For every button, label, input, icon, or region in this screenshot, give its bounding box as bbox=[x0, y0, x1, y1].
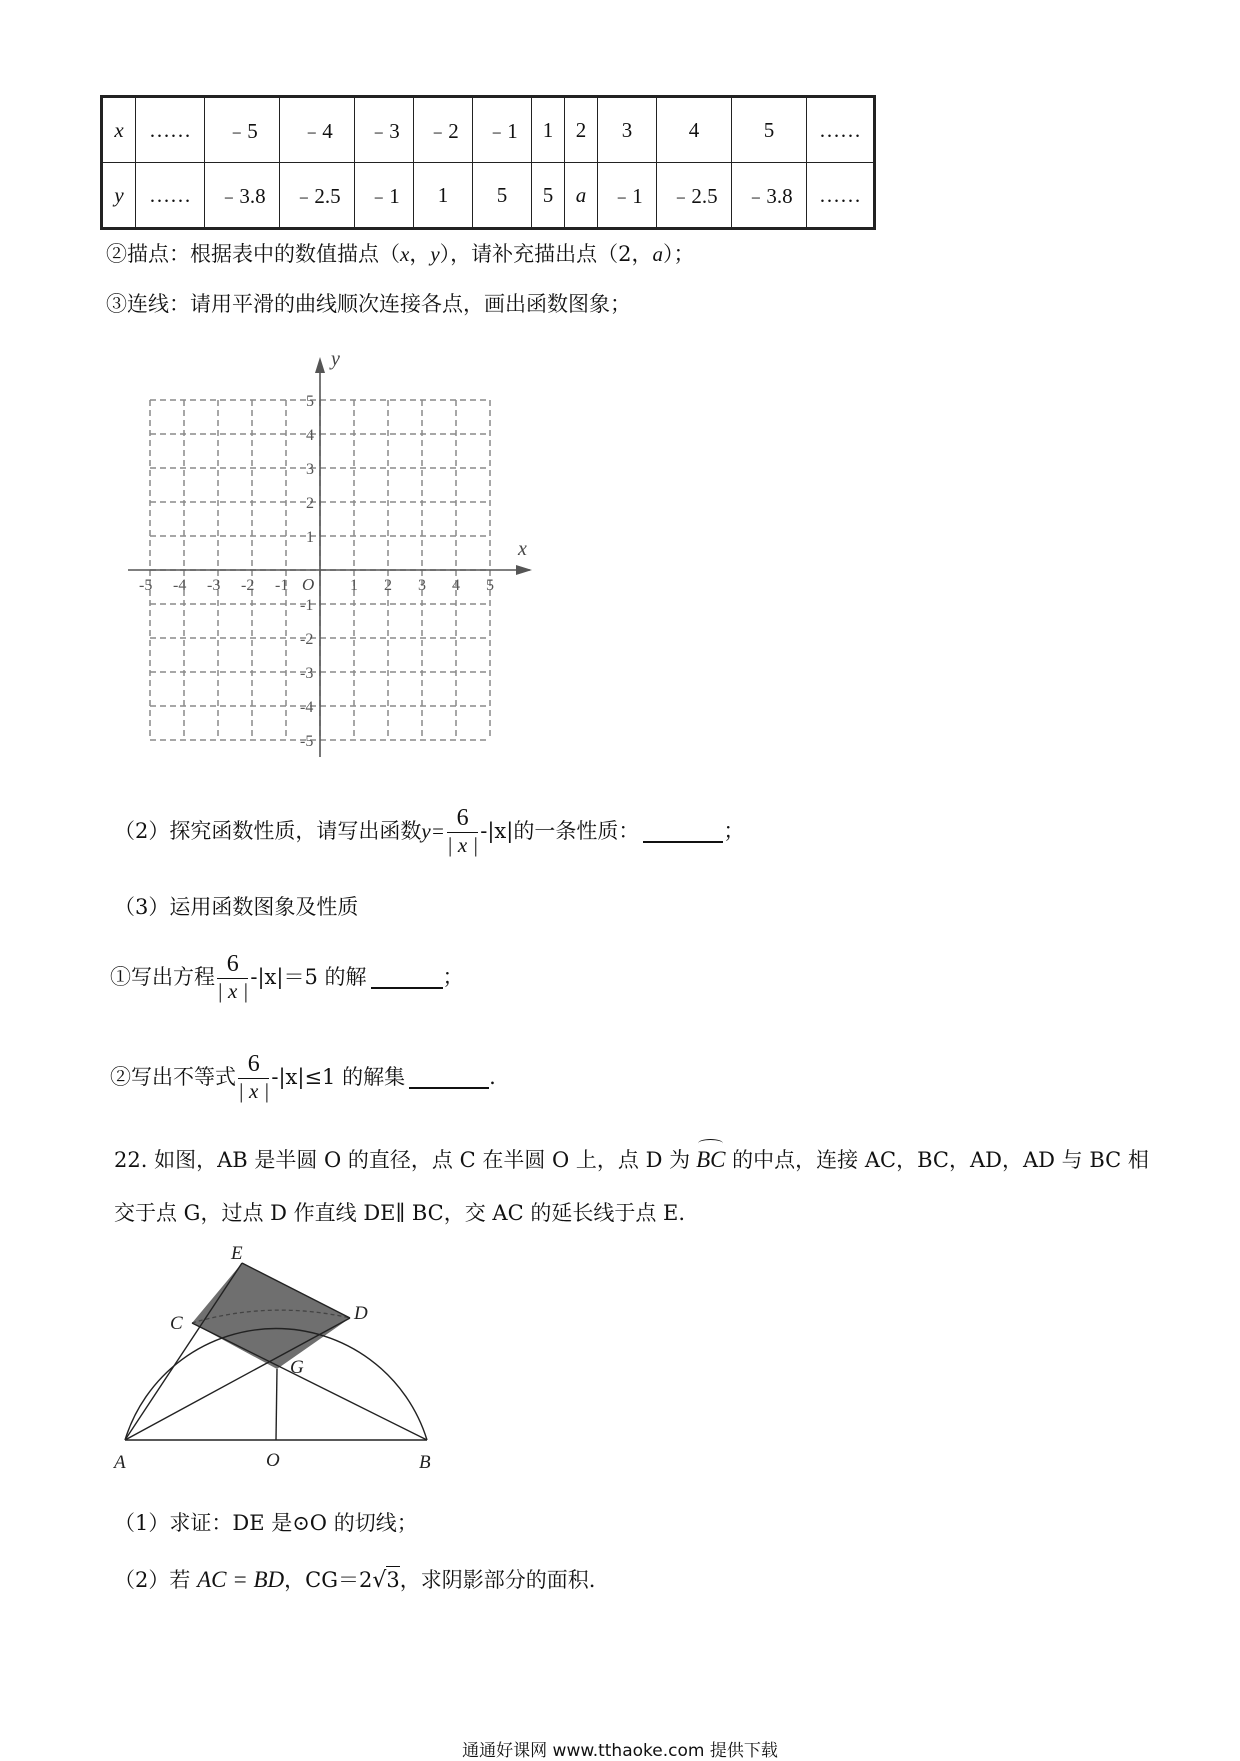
value-table bbox=[100, 95, 876, 230]
p22-2-prefix: （2）若 bbox=[114, 1568, 191, 1592]
answer-blank[interactable] bbox=[371, 965, 443, 989]
p22-line1b-text: 的中点，连接 AC，BC，AD，AD 与 BC 相 bbox=[725, 1148, 1149, 1172]
x-tick-label: 3 bbox=[418, 577, 426, 594]
q2-text bbox=[114, 806, 744, 856]
fraction-numerator: 6 bbox=[217, 952, 248, 979]
y-tick-label: -2 bbox=[300, 631, 314, 648]
y-axis-label: y bbox=[331, 348, 340, 370]
x-tick-label: 2 bbox=[384, 577, 392, 594]
fraction-denominator: | x | bbox=[446, 833, 479, 857]
x-tick-label: 4 bbox=[452, 577, 460, 594]
table-cell: ﹣2.5 bbox=[280, 163, 355, 229]
table-cell: ﹣1 bbox=[598, 163, 657, 229]
table-cell: …… bbox=[136, 163, 205, 229]
table-cell: ﹣3.8 bbox=[205, 163, 280, 229]
x-tick-label: -3 bbox=[207, 577, 221, 594]
table-cell: 2 bbox=[565, 97, 598, 163]
x-axis-arrow-icon bbox=[516, 565, 532, 575]
p22-line1-text: 22. 如图，AB 是半圆 O 的直径，点 C 在半圆 O 上，点 D 为 bbox=[114, 1148, 691, 1172]
table-cell: ﹣4 bbox=[280, 97, 355, 163]
fraction-numerator: 6 bbox=[447, 806, 478, 833]
x-tick-label: -5 bbox=[139, 577, 153, 594]
table-cell: 5 bbox=[532, 163, 565, 229]
sqrt-radicand: 3 bbox=[386, 1568, 400, 1592]
q2-end: ； bbox=[723, 818, 745, 843]
step2-mid: ），请补充描出点（2， bbox=[439, 242, 653, 266]
table-cell: y bbox=[102, 163, 136, 229]
p22-2-eq: AC = BD bbox=[197, 1567, 285, 1592]
table-cell: …… bbox=[807, 97, 875, 163]
y-axis-arrow-icon bbox=[315, 357, 325, 373]
q2-prefix: （2）探究函数性质，请写出函数 bbox=[114, 818, 422, 843]
step2-suffix: ）； bbox=[663, 242, 695, 266]
label-a: A bbox=[114, 1452, 126, 1473]
sqrt-icon: √ bbox=[372, 1568, 387, 1593]
table-cell: …… bbox=[807, 163, 875, 229]
q3-1-prefix: ①写出方程 bbox=[110, 964, 215, 989]
p22-2-text bbox=[114, 1568, 595, 1592]
arc-mark-icon bbox=[698, 1139, 723, 1148]
label-e: E bbox=[231, 1245, 243, 1264]
label-g: G bbox=[290, 1357, 304, 1378]
table-row-y bbox=[102, 163, 875, 229]
table-cell: ﹣2 bbox=[414, 97, 473, 163]
table-cell: 1 bbox=[414, 163, 473, 229]
table-cell: 1 bbox=[532, 97, 565, 163]
segment-og bbox=[276, 1369, 277, 1440]
q3-title: （3）运用函数图象及性质 bbox=[114, 895, 359, 919]
step2-y: y bbox=[430, 242, 440, 266]
table-cell: ﹣2.5 bbox=[657, 163, 732, 229]
q3-1-tail: -|x|＝5 的解 bbox=[250, 964, 367, 989]
page-footer: 通通好课网 www.tthaoke.com 提供下载 bbox=[462, 1741, 778, 1761]
q3-1-end: ； bbox=[442, 964, 464, 989]
fraction-numerator: 6 bbox=[238, 1052, 269, 1079]
q2-y-eq: y= bbox=[421, 818, 445, 843]
x-axis-label: x bbox=[518, 538, 527, 560]
table-row-x bbox=[102, 97, 875, 163]
x-tick-label: -2 bbox=[241, 577, 255, 594]
y-tick-label: 3 bbox=[306, 461, 314, 478]
x-tick-labels bbox=[139, 577, 494, 594]
table-cell: ﹣1 bbox=[473, 97, 532, 163]
step2-prefix: ②描点：根据表中的数值描点（ bbox=[106, 242, 400, 266]
y-tick-label: -3 bbox=[300, 665, 314, 682]
answer-blank[interactable] bbox=[409, 1065, 489, 1089]
origin-label: O bbox=[302, 575, 315, 594]
table-cell: …… bbox=[136, 97, 205, 163]
label-o: O bbox=[266, 1450, 280, 1471]
fraction-denominator: | x | bbox=[217, 979, 249, 1003]
x-tick-label: -1 bbox=[275, 577, 289, 594]
table-cell: ﹣5 bbox=[205, 97, 280, 163]
q3-1-fraction bbox=[217, 952, 248, 1002]
table-cell: 5 bbox=[732, 97, 807, 163]
q3-2-prefix: ②写出不等式 bbox=[110, 1064, 236, 1089]
y-tick-label: -4 bbox=[300, 699, 314, 716]
table-cell: ﹣1 bbox=[355, 163, 414, 229]
y-tick-label: 1 bbox=[306, 529, 314, 546]
y-tick-label: 5 bbox=[306, 393, 314, 410]
p22-line1 bbox=[114, 1148, 1149, 1172]
x-tick-label: 5 bbox=[486, 577, 494, 594]
x-tick-label: -4 bbox=[173, 577, 187, 594]
p22-2-mid: ，CG＝2 bbox=[284, 1568, 373, 1592]
q2-fraction bbox=[447, 806, 478, 856]
table-cell: 5 bbox=[473, 163, 532, 229]
step2-text bbox=[106, 244, 695, 265]
y-tick-label: 2 bbox=[306, 495, 314, 512]
label-c: C bbox=[170, 1313, 183, 1334]
y-tick-label: 4 bbox=[306, 427, 314, 444]
step2-a: a bbox=[652, 242, 664, 266]
label-d: D bbox=[354, 1303, 368, 1324]
table-cell: ﹣3.8 bbox=[732, 163, 807, 229]
q3-2-fraction bbox=[238, 1052, 269, 1102]
semicircle-figure bbox=[110, 1245, 440, 1480]
segment-ae bbox=[125, 1263, 242, 1440]
y-tick-label: -1 bbox=[300, 597, 314, 614]
answer-blank[interactable] bbox=[643, 819, 723, 843]
label-b: B bbox=[419, 1452, 431, 1473]
q3-2-tail: -|x|≤1 的解集 bbox=[271, 1064, 406, 1089]
y-tick-label: -5 bbox=[300, 733, 314, 750]
table-cell: x bbox=[102, 97, 136, 163]
arc-label: BC bbox=[696, 1147, 726, 1172]
p22-1-text: （1）求证：DE 是⊙O 的切线； bbox=[114, 1511, 418, 1535]
coordinate-grid bbox=[110, 345, 550, 770]
step2-x: x bbox=[400, 242, 410, 266]
step2-comma: ， bbox=[409, 242, 431, 266]
p22-line2: 交于点 G，过点 D 作直线 DE∥ BC，交 AC 的延长线于点 E. bbox=[114, 1201, 686, 1225]
q3-2-end: . bbox=[489, 1064, 496, 1089]
q2-tail: -|x|的一条性质： bbox=[480, 818, 640, 843]
x-tick-label: 1 bbox=[350, 577, 358, 594]
table-cell: a bbox=[565, 163, 598, 229]
y-tick-labels bbox=[300, 393, 314, 750]
q3-1-text bbox=[110, 952, 464, 1002]
shaded-region bbox=[192, 1263, 350, 1369]
table-cell: 4 bbox=[657, 97, 732, 163]
arc-bc bbox=[696, 1148, 725, 1172]
step3-text: ③连线：请用平滑的曲线顺次连接各点，画出函数图象； bbox=[106, 292, 631, 316]
p22-2-suffix: ，求阴影部分的面积. bbox=[399, 1568, 596, 1592]
table-cell: ﹣3 bbox=[355, 97, 414, 163]
q3-2-text bbox=[110, 1052, 496, 1102]
table-cell: 3 bbox=[598, 97, 657, 163]
fraction-denominator: | x | bbox=[238, 1079, 270, 1103]
